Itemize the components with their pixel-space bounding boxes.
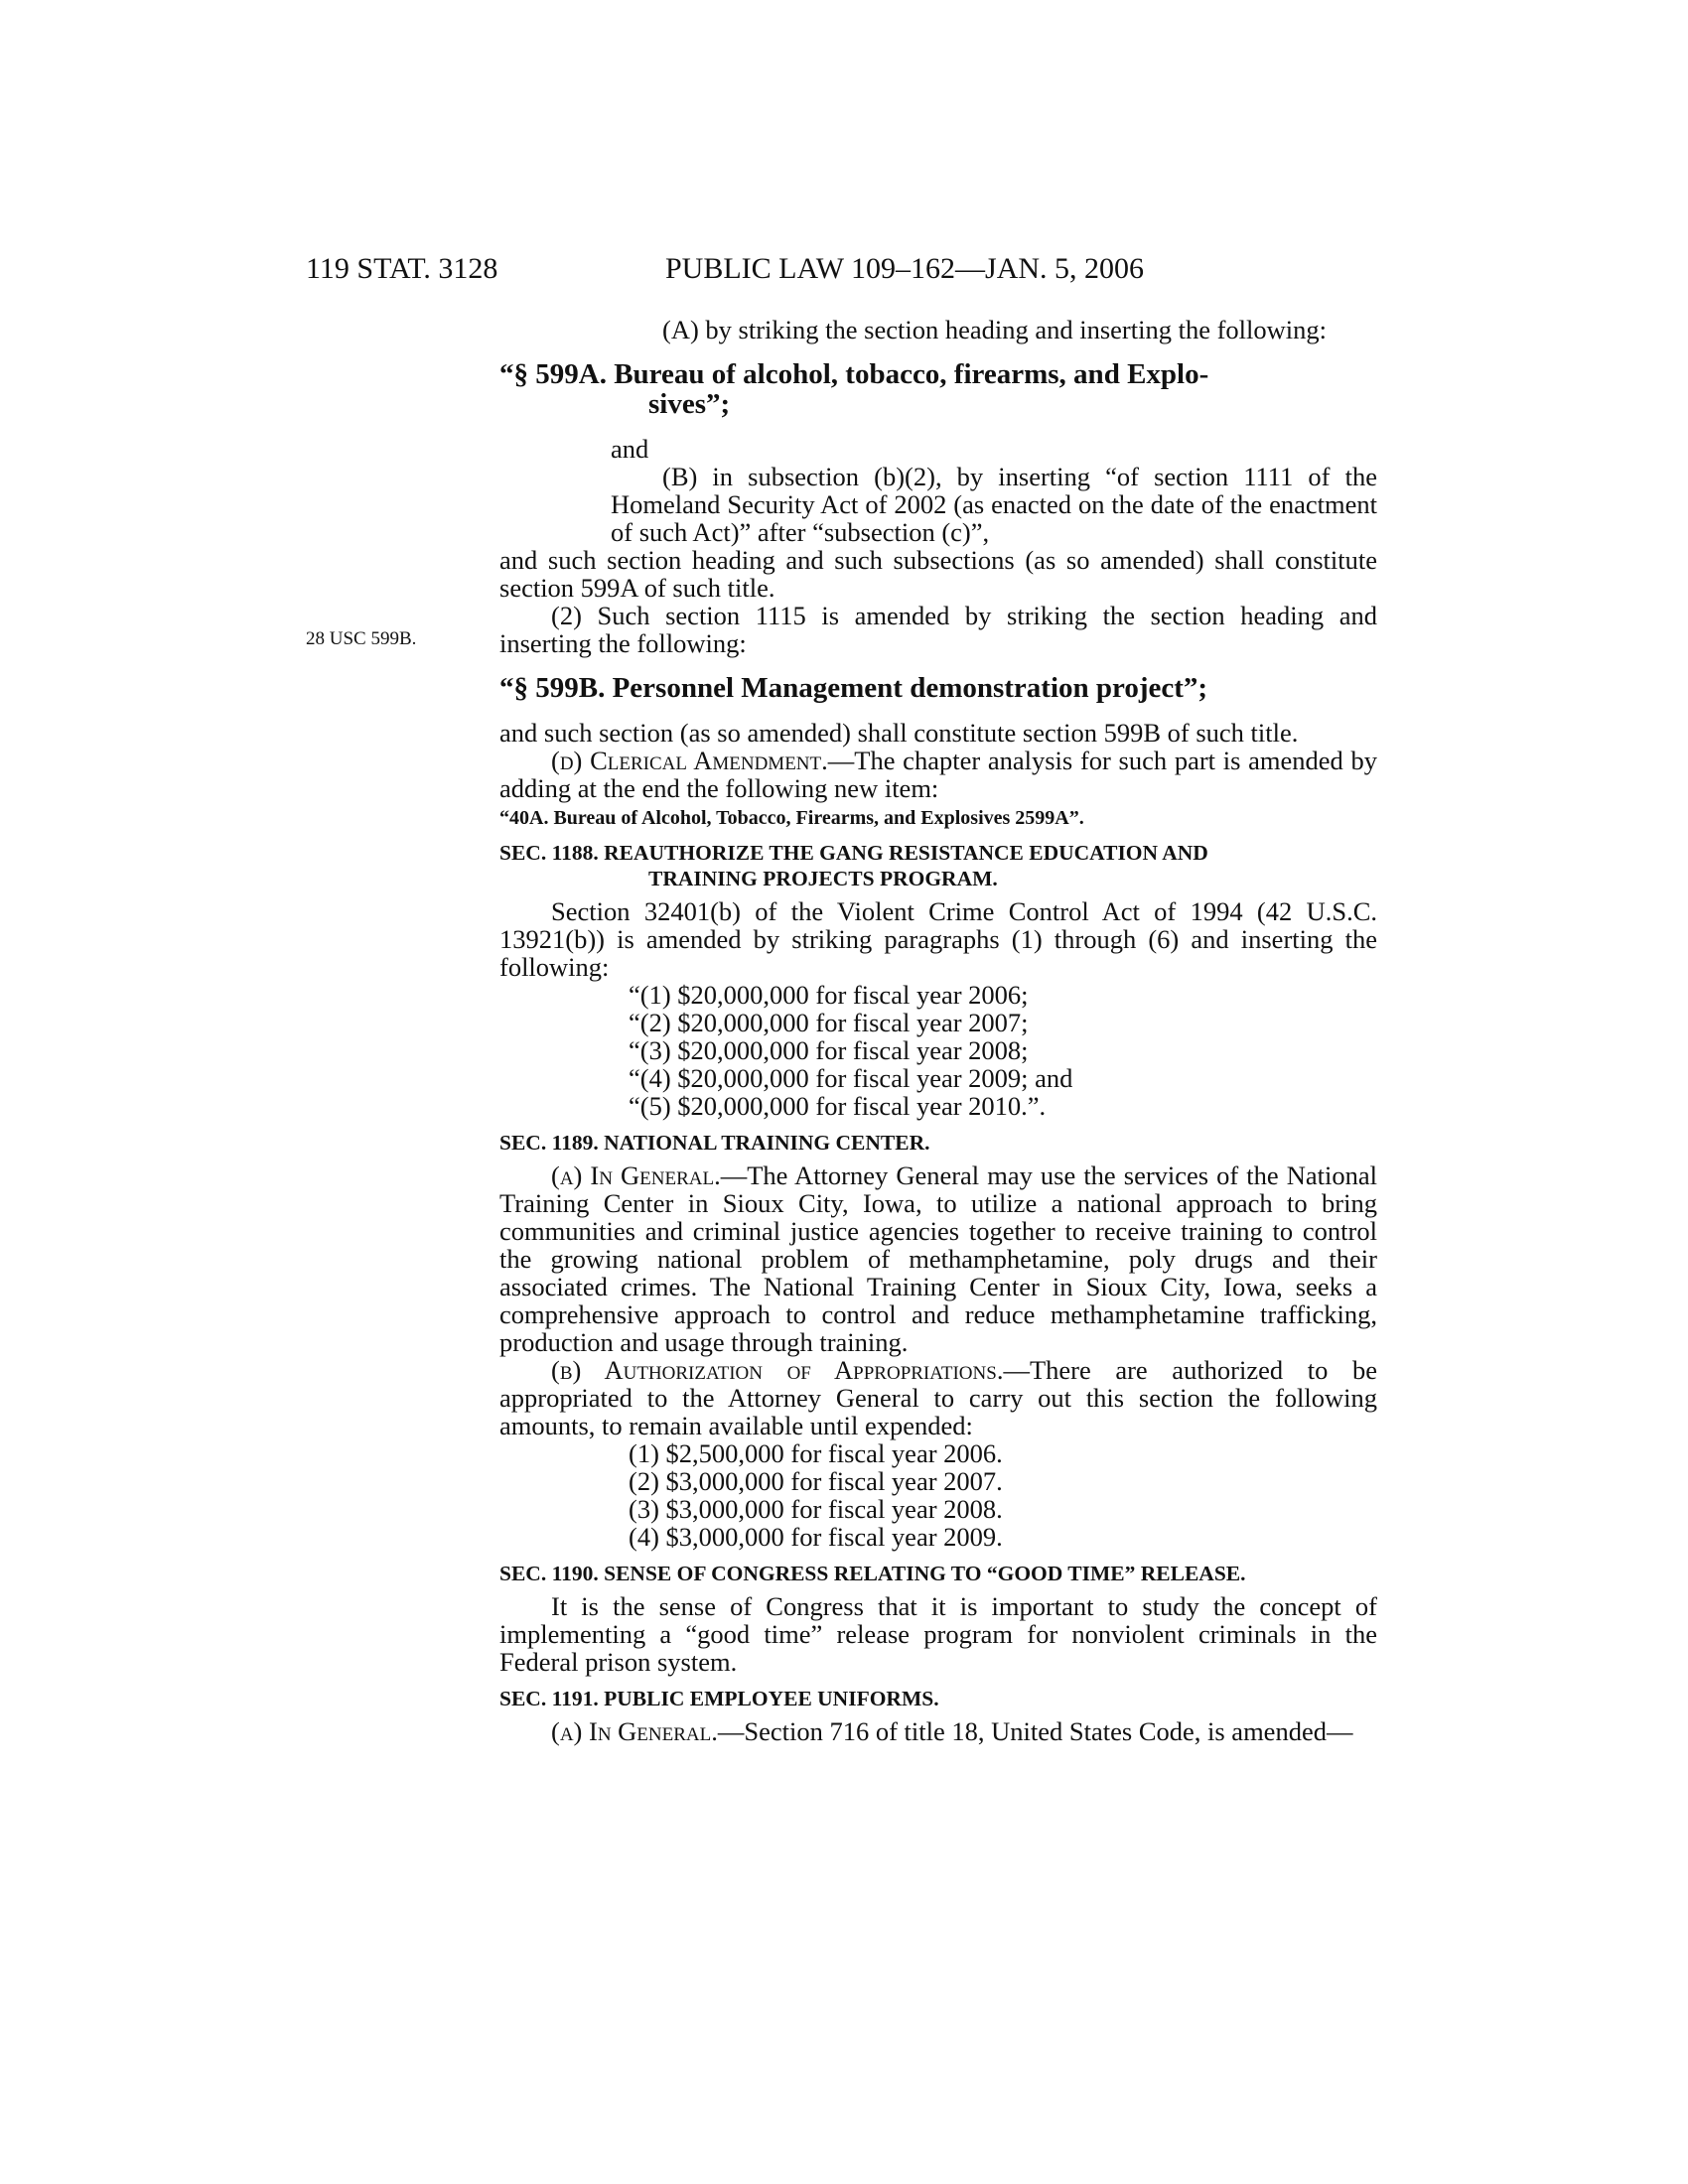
section-599a-heading-line2: sives”;: [648, 388, 731, 420]
list-item: “(1) $20,000,000 for fiscal year 2006;: [629, 980, 1029, 1010]
paragraph-a: (A) by striking the section heading and inserting the following:: [662, 315, 1327, 344]
list-item: (3) $3,000,000 for fiscal year 2008.: [629, 1494, 1003, 1524]
stat-page-number: 119 STAT. 3128: [306, 252, 498, 285]
list-item: (2) $3,000,000 for fiscal year 2007.: [629, 1466, 1003, 1496]
section-1188-body: Section 32401(b) of the Violent Crime Control Act of 1994 (42 U.S.C. 13921(b)) is amended by striking paragraphs (1) through (6) and inserting the following:: [499, 896, 1377, 982]
paragraph-d: [499, 747, 1377, 802]
section-1191-a: [499, 1717, 1377, 1745]
list-item: (4) $3,000,000 for fiscal year 2009.: [629, 1522, 1003, 1552]
section-1191-a-text: —Section 716 of title 18, United States Code, is amended—: [717, 1716, 1353, 1746]
section-1188-heading-line1: SEC. 1188. REAUTHORIZE THE GANG RESISTANCE EDUCATION AND: [499, 841, 1208, 865]
section-1188-heading-line2: TRAINING PROJECTS PROGRAM.: [648, 867, 998, 890]
section-1189-heading: SEC. 1189. NATIONAL TRAINING CENTER.: [499, 1131, 930, 1155]
section-1190-heading: SEC. 1190. SENSE OF CONGRESS RELATING TO “GOOD TIME” RELEASE.: [499, 1562, 1246, 1585]
public-law-title: PUBLIC LAW 109–162—JAN. 5, 2006: [665, 252, 1145, 285]
section-1189-a: [499, 1161, 1377, 1356]
clerical-item: “40A. Bureau of Alcohol, Tobacco, Firearms, and Explosives 2599A”.: [499, 807, 1084, 829]
section-599b-heading: “§ 599B. Personnel Management demonstration project”;: [499, 672, 1208, 704]
list-item: “(3) $20,000,000 for fiscal year 2008;: [629, 1035, 1029, 1065]
section-1189-b: [499, 1356, 1377, 1439]
list-item: “(4) $20,000,000 for fiscal year 2009; and: [629, 1063, 1073, 1093]
page-header: [306, 252, 1378, 292]
paragraph-b: (B) in subsection (b)(2), by inserting “of section 1111 of the Homeland Security Act of 2002 (as enacted on the date of the enactment of such Act)” after “subsection (c)”,: [611, 462, 1377, 547]
section-1189-a-text: —The Attorney General may use the services of the National Training Center in Sioux City, Iowa, to utilize a national approach to bring communities and criminal justice agencies together to receive training to control the growing national problem of methamphetamine, poly drugs and their associated crimes. The National Training Center in Sioux City, Iowa, seeks a comprehensive approach to control and reduce methamphetamine trafficking, production and usage through training.: [499, 1160, 1377, 1357]
list-item: “(5) $20,000,000 for fiscal year 2010.”.: [629, 1091, 1047, 1121]
document-body: [499, 316, 1377, 1745]
section-1191-a-label: (a) In General.: [551, 1716, 718, 1746]
margin-note: 28 USC 599B.: [306, 628, 417, 649]
paragraph-d-label: (d) Clerical Amendment.: [551, 746, 828, 775]
list-item: “(2) $20,000,000 for fiscal year 2007;: [629, 1008, 1029, 1037]
list-item: (1) $2,500,000 for fiscal year 2006.: [629, 1438, 1003, 1468]
section-1191-heading: SEC. 1191. PUBLIC EMPLOYEE UNIFORMS.: [499, 1687, 939, 1710]
section-599b-continuation: and such section (as so amended) shall constitute section 599B of such title.: [499, 718, 1299, 748]
paragraph-2: (2) Such section 1115 is amended by striking the section heading and inserting the following:: [499, 601, 1377, 658]
section-1189-b-text: —There are authorized to be appropriated to the Attorney General to carry out this section the following amounts, to remain available until expended:: [499, 1355, 1377, 1440]
section-599a-heading: [499, 359, 1377, 419]
paragraph-b-continuation: and such section heading and such subsections (as so amended) shall constitute section 599A of such title.: [499, 545, 1377, 603]
section-1189-a-label: (a) In General.: [551, 1160, 721, 1190]
section-1190-body: It is the sense of Congress that it is important to study the concept of implementing a “good time” release program for nonviolent criminals in the Federal prison system.: [499, 1591, 1377, 1677]
paragraph-d-text: —The chapter analysis for such part is amended by adding at the end the following new item:: [499, 746, 1378, 803]
section-599a-heading-line1: “§ 599A. Bureau of alcohol, tobacco, firearms, and Explo-: [499, 358, 1209, 390]
section-1189-list: [629, 1439, 1377, 1551]
and-text: and: [611, 434, 649, 464]
section-1189-b-label: (b) Authorization of Appropriations.: [551, 1355, 1004, 1385]
section-1188-heading: [499, 840, 1377, 891]
section-1188-list: [629, 981, 1377, 1120]
